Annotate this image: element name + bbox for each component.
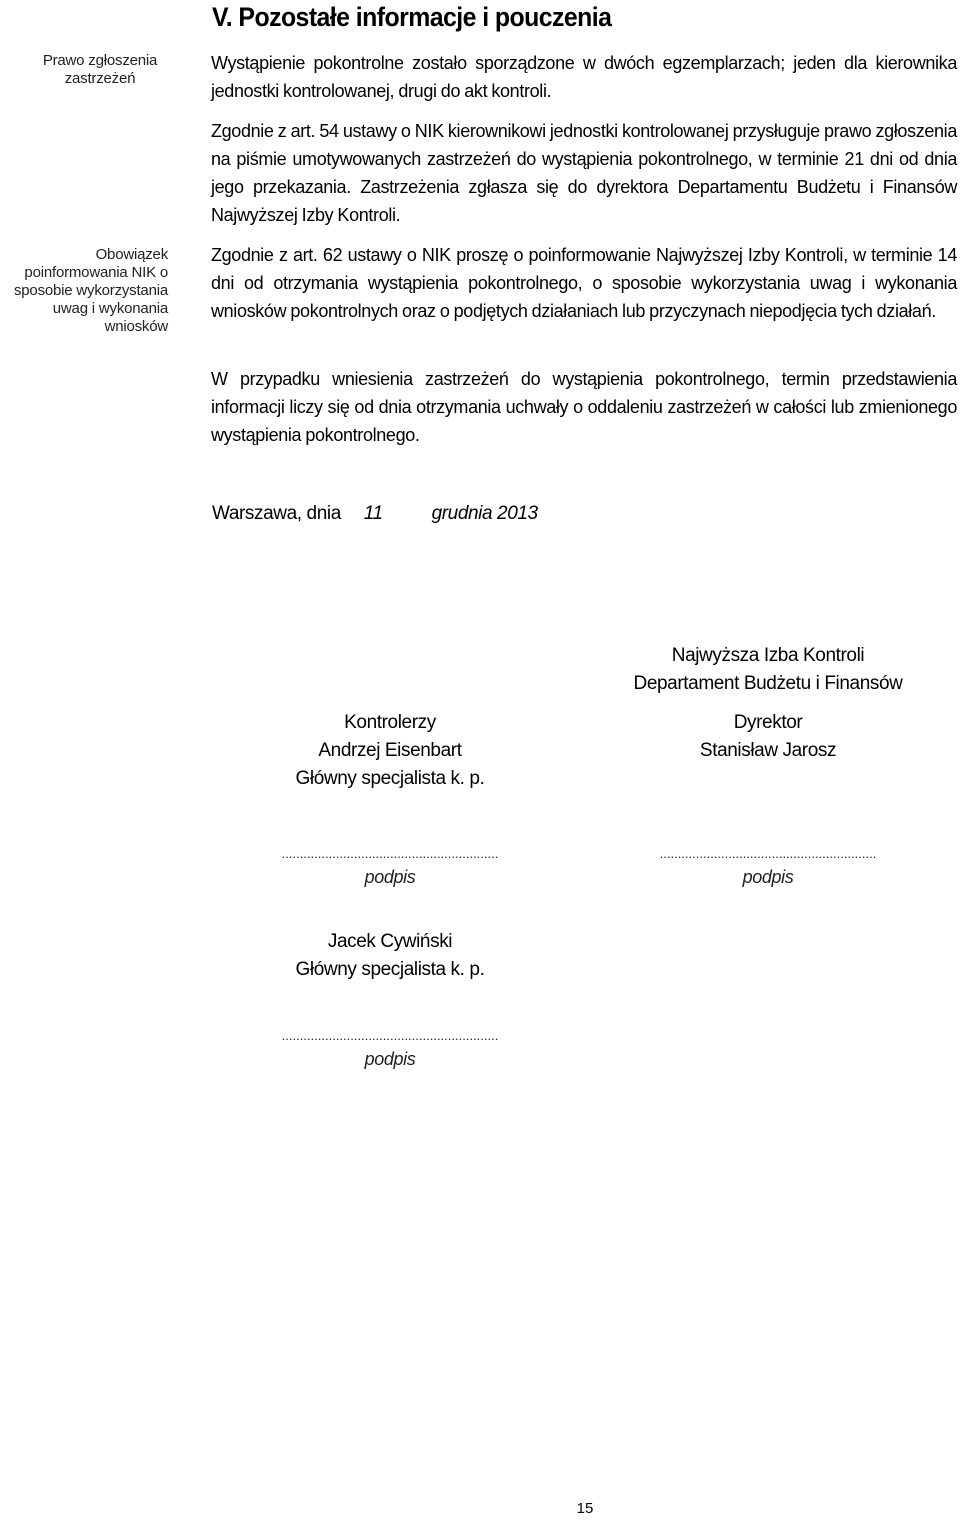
signature-label-director: podpis xyxy=(742,867,794,887)
signature-label-controller-2: podpis xyxy=(364,1049,416,1069)
paragraph-objections: Zgodnie z art. 54 ustawy o NIK kierownikowi jednostki kontrolowanej przysługuje prawo zgłoszenia na piśmie umotywowanych zastrzeżeń do wystąpienia pokontrolnego, w terminie 21 dni od dnia jego przekazania. Zastrzeżenia zgłasza się do dyrektora Departamentu Budżetu i Finansów Najwyższej Izby Kontroli. xyxy=(211,121,957,225)
paragraph-inform-duty: Zgodnie z art. 62 ustawy o NIK proszę o poinformowanie Najwyższej Izby Kontroli, w terminie 14 dni od otrzymania wystąpienia pokontrolnego, o sposobie wykorzystania uwag i wykonania wniosków pokontrolnych oraz o podjętych działaniach lub przyczynach niepodjęcia tych działań. xyxy=(211,245,957,321)
controller-2-name: Jacek Cywiński xyxy=(327,931,453,952)
place-date-month-year: grudnia 2013 xyxy=(431,503,538,524)
signature-line-controller-1: ............................................................ xyxy=(281,846,499,861)
controller-1-title: Główny specjalista k. p. xyxy=(295,768,485,789)
controllers-heading: Kontrolerzy xyxy=(344,712,436,733)
paragraph-deadline: W przypadku wniesienia zastrzeżeń do wystąpienia pokontrolnego, termin przedstawienia informacji liczy się od dnia otrzymania uchwały o oddaleniu zastrzeżeń w całości lub zmienionego wystąpienia pokontrolnego. xyxy=(211,369,957,445)
page-number: 15 xyxy=(576,1500,594,1517)
paragraph-copies: Wystąpienie pokontrolne zostało sporządzone w dwóch egzemplarzach; jeden dla kierownika jednostki kontrolowanej, drugi do akt kontroli. xyxy=(211,53,957,101)
place-date xyxy=(212,500,538,528)
director-name: Stanisław Jarosz xyxy=(699,740,837,761)
place-date-day: 11 xyxy=(363,503,383,524)
signature-line-controller-2: ............................................................ xyxy=(281,1028,499,1043)
signature-label-controller-1: podpis xyxy=(364,867,416,887)
director-role: Dyrektor xyxy=(733,712,803,733)
place-date-prefix: Warszawa, dnia xyxy=(212,503,341,524)
signature-line-director: ............................................................ xyxy=(659,846,877,861)
institution-department: Departament Budżetu i Finansów xyxy=(633,673,903,694)
section-heading: V. Pozostałe informacje i pouczenia xyxy=(212,2,612,32)
controller-2-title: Główny specjalista k. p. xyxy=(295,959,485,980)
institution-name: Najwyższa Izba Kontroli xyxy=(671,645,865,666)
sidenote-duty-to-inform: Obowiązek poinformowania NIK o sposobie wykorzystania uwag i wykonania wniosków xyxy=(13,246,168,335)
sidenote-right-to-object: Prawo zgłoszenia zastrzeżeń xyxy=(42,52,158,87)
controller-1-name: Andrzej Eisenbart xyxy=(318,740,462,761)
